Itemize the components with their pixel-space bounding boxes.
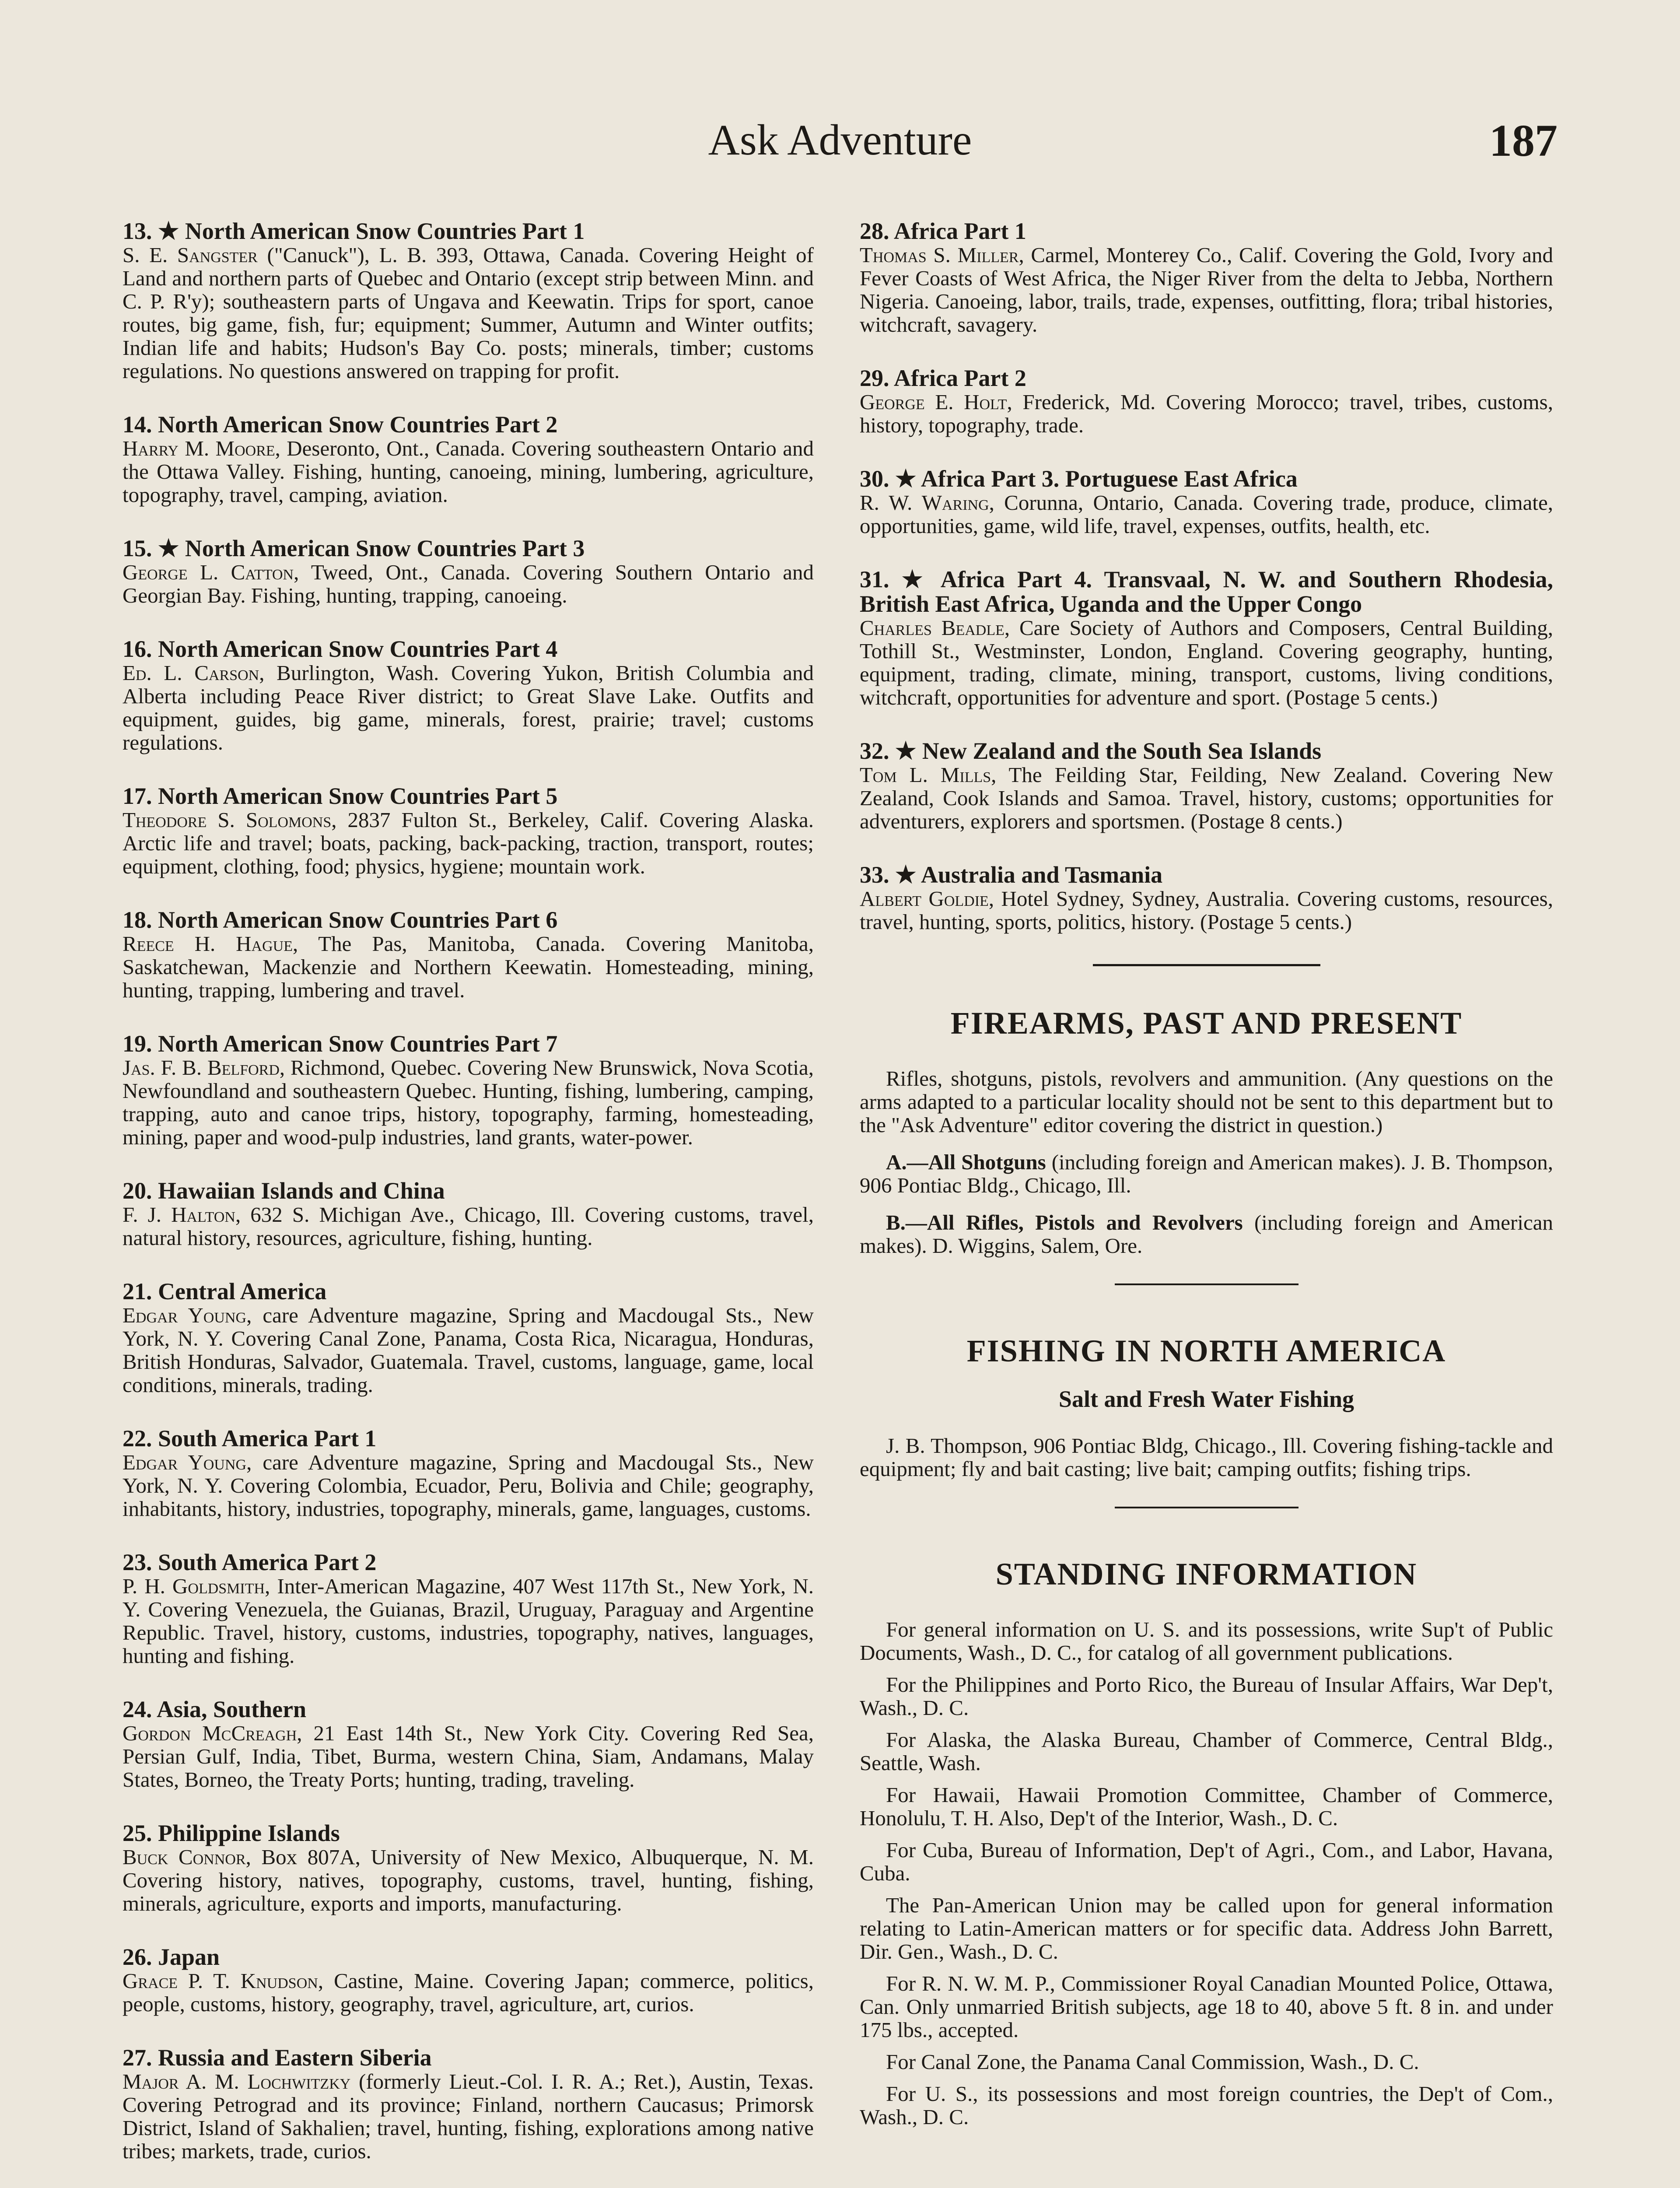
directory-entry: [122, 1821, 814, 1915]
standing-paragraph: For Alaska, the Alaska Bureau, Chamber of Commerce, Central Bldg., Seattle, Wash.: [860, 1728, 1553, 1775]
editor-name: Jas. F. B. Belford: [122, 1055, 280, 1080]
editor-name: Harry M. Moore: [122, 436, 275, 460]
firearms-intro: Rifles, shotguns, pistols, revolvers and ammunition. (Any questions on the arms adapted to a particular locality should not be sent to this department but to the "Ask Adventure" editor covering the district in question.): [860, 1066, 1553, 1137]
entry-text: , 2837 Fulton St., Berkeley, Calif. Covering Alaska. Arctic life and travel; boats, packing, back-packing, traction, transport, routes; equipment, clothing, food; physics, hygiene; mountain work.: [122, 808, 814, 878]
entry-text: ("Canuck"), L. B. 393, Ottawa, Canada. Covering Height of Land and northern parts of Quebec and Ontario (except strip between Minn. and C. P. R'y); southeastern parts of Ungava and Keewatin. Trips for sport, canoe routes, big game, fish, fur; equipment; Summer, Autumn and Winter outfits; Indian life and habits; Hudson's Bay Co. posts; minerals, timber; customs regulations. No questions answered on trapping for profit.: [122, 243, 814, 383]
standing-paragraph: The Pan-American Union may be called upon for general information relating to Latin-American matters or for specific data. Address John Barrett, Dir. Gen., Wash., D. C.: [860, 1893, 1553, 1964]
entry-text: , Tweed, Ont., Canada. Covering Southern Ontario and Georgian Bay. Fishing, hunting, trapping, canoeing.: [122, 560, 814, 607]
directory-entry: [122, 637, 814, 754]
directory-entry: [122, 908, 814, 1002]
entry-text: , 21 East 14th St., New York City. Covering Red Sea, Persian Gulf, India, Tibet, Burma, western China, Siam, Andamans, Malay States, Borneo, the Treaty Ports; hunting, trading, traveling.: [122, 1721, 814, 1792]
editor-name: Ed. L. Carson: [122, 661, 259, 685]
entry-heading: 29. Africa Part 2: [860, 365, 1026, 391]
entry-text: , Care Society of Authors and Composers, Central Building, Tothill St., Westminster, London, England. Covering geography, hunting, equipment, trading, climate, mining, transport, customs, living conditions, witchcraft, opportunities for adventure and sport. (Postage 5 cents.): [860, 616, 1553, 709]
standing-paragraph: For R. N. W. M. P., Commissioner Royal Canadian Mounted Police, Ottawa, Can. Only unmarried British subjects, age 18 to 40, above 5 ft. 8 in. and under 175 lbs., accepted.: [860, 1971, 1553, 2042]
directory-entry: [122, 536, 814, 607]
entry-text: , Castine, Maine. Covering Japan; commerce, politics, people, customs, history, geography, travel, agriculture, art, curios.: [122, 1969, 814, 2016]
standing-paragraph: For the Philippines and Porto Rico, the Bureau of Insular Affairs, War Dep't, Wash., D. C.: [860, 1673, 1553, 1720]
editor-name: Gordon McCreagh: [122, 1721, 297, 1745]
firearms-title: FIREARMS, PAST AND PRESENT: [950, 1006, 1463, 1041]
standing-paragraph: For U. S., its possessions and most foreign countries, the Dep't of Com., Wash., D. C.: [860, 2082, 1553, 2129]
standing-paragraph: For Hawaii, Hawaii Promotion Committee, Chamber of Commerce, Honolulu, T. H. Also, Dep't of the Interior, Wash., D. C.: [860, 1783, 1553, 1830]
right-column: [860, 219, 1553, 2137]
directory-entry: [860, 739, 1553, 833]
directory-entry: [122, 1031, 814, 1149]
entry-heading: 20. Hawaiian Islands and China: [122, 1178, 445, 1204]
entry-heading: 27. Russia and Eastern Siberia: [122, 2044, 432, 2071]
entry-heading: 26. Japan: [122, 1944, 220, 1970]
entry-heading: 31. ★ Africa Part 4. Transvaal, N. W. and Southern Rhodesia, British East Africa, Uganda and the Upper Congo: [860, 566, 1553, 617]
editor-name: Charles Beadle: [860, 616, 1004, 640]
directory-entry: [122, 219, 814, 382]
section-divider: [1093, 964, 1320, 966]
standing-paragraph: For general information on U. S. and its possessions, write Sup't of Public Documents, Wash., D. C., for catalog of all government publications.: [860, 1617, 1553, 1665]
entry-heading: 32. ★ New Zealand and the South Sea Islands: [860, 738, 1322, 764]
editor-name: P. H. Goldsmith: [122, 1574, 265, 1598]
page-number: 187: [1489, 116, 1558, 166]
entry-heading: 17. North American Snow Countries Part 5: [122, 783, 558, 809]
rifles-heading: B.—All Rifles, Pistols and Revolvers: [886, 1210, 1243, 1234]
directory-entry: [122, 1550, 814, 1667]
editor-name: Edgar Young: [122, 1450, 247, 1474]
editor-name: Theodore S. Solomons: [122, 808, 332, 832]
entry-heading: 19. North American Snow Countries Part 7: [122, 1031, 558, 1057]
directory-entry: [122, 1945, 814, 2016]
running-title: Ask Adventure: [708, 116, 972, 164]
directory-entry: [122, 784, 814, 878]
section-divider: [1115, 1283, 1298, 1285]
directory-entry: [122, 1426, 814, 1520]
entry-text: , Frederick, Md. Covering Morocco; travel, tribes, customs, history, topography, trade.: [860, 390, 1553, 437]
entry-heading: 16. North American Snow Countries Part 4: [122, 636, 558, 662]
shotguns-text: (including foreign and American makes). J. B. Thompson, 906 Pontiac Bldg., Chicago, Ill.: [860, 1150, 1553, 1197]
directory-entry: [860, 863, 1553, 933]
section-divider: [1115, 1507, 1298, 1508]
entry-text: , 632 S. Michigan Ave., Chicago, Ill. Covering customs, travel, natural history, resources, agriculture, fishing, hunting.: [122, 1203, 814, 1250]
standing-paragraph: For Cuba, Bureau of Information, Dep't of Agri., Com., and Labor, Havana, Cuba.: [860, 1838, 1553, 1885]
directory-entry: [860, 366, 1553, 437]
entry-text: , Inter-American Magazine, 407 West 117th St., New York, N. Y. Covering Venezuela, the Guianas, Brazil, Uruguay, Paraguay and Argentine Republic. Travel, history, customs, industries, topography, natives, languages, hunting and fishing.: [122, 1574, 814, 1668]
editor-name: F. J. Halton: [122, 1203, 235, 1227]
editor-name: Major A. M. Lochwitzky: [122, 2069, 351, 2093]
editor-name: R. W. Waring: [860, 491, 989, 515]
editor-name: George L. Catton: [122, 560, 294, 584]
entry-heading: 23. South America Part 2: [122, 1549, 377, 1575]
directory-entry: [860, 466, 1553, 537]
directory-entry: [860, 219, 1553, 336]
entry-text: , Carmel, Monterey Co., Calif. Covering the Gold, Ivory and Fever Coasts of West Africa, the Niger River from the delta to Jebba, Northern Nigeria. Canoeing, labor, trails, trade, expenses, outfitting, flora; tribal histories, witchcraft, savagery.: [860, 243, 1553, 337]
directory-entry: [122, 2045, 814, 2163]
entry-heading: 13. ★ North American Snow Countries Part 1: [122, 218, 585, 244]
entry-heading: 18. North American Snow Countries Part 6: [122, 907, 558, 933]
entry-heading: 30. ★ Africa Part 3. Portuguese East Africa: [860, 466, 1298, 492]
directory-entry: [122, 1178, 814, 1249]
entry-text: , The Feilding Star, Feilding, New Zealand. Covering New Zealand, Cook Islands and Samoa. Travel, history, customs; opportunities for adventurers, explorers and sportsmen. (Postage 8 cents.): [860, 763, 1553, 833]
entry-text: , care Adventure magazine, Spring and Macdougal Sts., New York, N. Y. Covering Colombia, Ecuador, Peru, Bolivia and Chile; geography, inhabitants, history, industries, topography, minerals, game, languages, customs.: [122, 1450, 814, 1521]
rifles-text: (including foreign and American makes). D. Wiggins, Salem, Ore.: [860, 1210, 1553, 1258]
fishing-section: [860, 1333, 1553, 1480]
entry-text: , Hotel Sydney, Sydney, Australia. Covering customs, resources, travel, hunting, sports, politics, history. (Postage 5 cents.): [860, 887, 1553, 934]
editor-name: Edgar Young: [122, 1303, 247, 1327]
entry-heading: 21. Central America: [122, 1278, 327, 1304]
entry-text: , Richmond, Quebec. Covering New Brunswick, Nova Scotia, Newfoundland and southeastern Quebec. Hunting, fishing, lumbering, camping, trapping, auto and canoe trips, history, topography, farming, homesteading, mining, paper and wood-pulp industries, land grants, water-power.: [122, 1055, 814, 1149]
editor-name: S. E. Sangster: [122, 243, 258, 267]
editor-name: Tom L. Mills: [860, 763, 991, 787]
entry-heading: 33. ★ Australia and Tasmania: [860, 862, 1163, 888]
editor-name: Buck Connor: [122, 1845, 246, 1869]
entry-heading: 24. Asia, Southern: [122, 1696, 307, 1722]
entry-heading: 15. ★ North American Snow Countries Part 3: [122, 535, 585, 561]
entry-heading: 28. Africa Part 1: [860, 218, 1026, 244]
editor-name: Reece H. Hague: [122, 932, 293, 956]
entry-text: , Box 807A, University of New Mexico, Albuquerque, N. M. Covering history, natives, topography, customs, travel, hunting, fishing, minerals, agriculture, exports and imports, manufacturing.: [122, 1845, 814, 1915]
directory-entry: [122, 412, 814, 506]
firearms-section: [860, 1006, 1553, 1257]
left-column: [122, 219, 814, 2188]
fishing-subtitle: Salt and Fresh Water Fishing: [1058, 1386, 1354, 1412]
directory-entry: [122, 1279, 814, 1396]
directory-entry: [860, 567, 1553, 709]
entry-text: , The Pas, Manitoba, Canada. Covering Manitoba, Saskatchewan, Mackenzie and Northern Keewatin. Homesteading, mining, hunting, trapping, lumbering and travel.: [122, 932, 814, 1002]
standing-paragraph: For Canal Zone, the Panama Canal Commission, Wash., D. C.: [886, 2050, 1419, 2074]
fishing-text: J. B. Thompson, 906 Pontiac Bldg, Chicago., Ill. Covering fishing-tackle and equipment; fly and bait casting; live bait; camping outfits; fishing trips.: [860, 1434, 1553, 1481]
standing-title: STANDING INFORMATION: [995, 1557, 1418, 1592]
directory-entry: [122, 1697, 814, 1791]
entry-heading: 25. Philippine Islands: [122, 1820, 340, 1846]
entry-text: , Burlington, Wash. Covering Yukon, British Columbia and Alberta including Peace River district; to Great Slave Lake. Outfits and equipment, guides, big game, minerals, forest, prairie; travel; customs regulations.: [122, 661, 814, 754]
entry-text: (formerly Lieut.-Col. I. R. A.; Ret.), Austin, Texas. Covering Petrograd and its province; Finland, northern Caucasus; Primorsk District, Island of Sakhalien; travel, hunting, fishing, explorations among native tribes; markets, trade, curios.: [122, 2069, 814, 2163]
entry-text: , care Adventure magazine, Spring and Macdougal Sts., New York, N. Y. Covering Canal Zone, Panama, Costa Rica, Nicaragua, Honduras, British Honduras, Salvador, Guatemala. Travel, customs, language, game, local conditions, minerals, trading.: [122, 1303, 814, 1397]
rifles-entry: [860, 1211, 1553, 1257]
editor-name: Albert Goldie: [860, 887, 989, 911]
editor-name: George E. Holt: [860, 390, 1007, 414]
fishing-title: FISHING IN NORTH AMERICA: [966, 1333, 1446, 1368]
entry-heading: 22. South America Part 1: [122, 1425, 377, 1452]
entry-heading: 14. North American Snow Countries Part 2: [122, 411, 558, 438]
standing-information-section: [860, 1557, 1553, 2128]
shotguns-heading: A.—All Shotguns: [886, 1150, 1046, 1174]
shotguns-entry: [860, 1150, 1553, 1197]
entry-text: , Deseronto, Ont., Canada. Covering southeastern Ontario and the Ottawa Valley. Fishing, hunting, canoeing, mining, lumbering, agriculture, topography, travel, camping, aviation.: [122, 436, 814, 507]
entry-text: , Corunna, Ontario, Canada. Covering trade, produce, climate, opportunities, game, wild life, travel, expenses, outfits, health, etc.: [860, 491, 1553, 538]
editor-name: Thomas S. Miller: [860, 243, 1019, 267]
editor-name: Grace P. T. Knudson: [122, 1969, 318, 1993]
